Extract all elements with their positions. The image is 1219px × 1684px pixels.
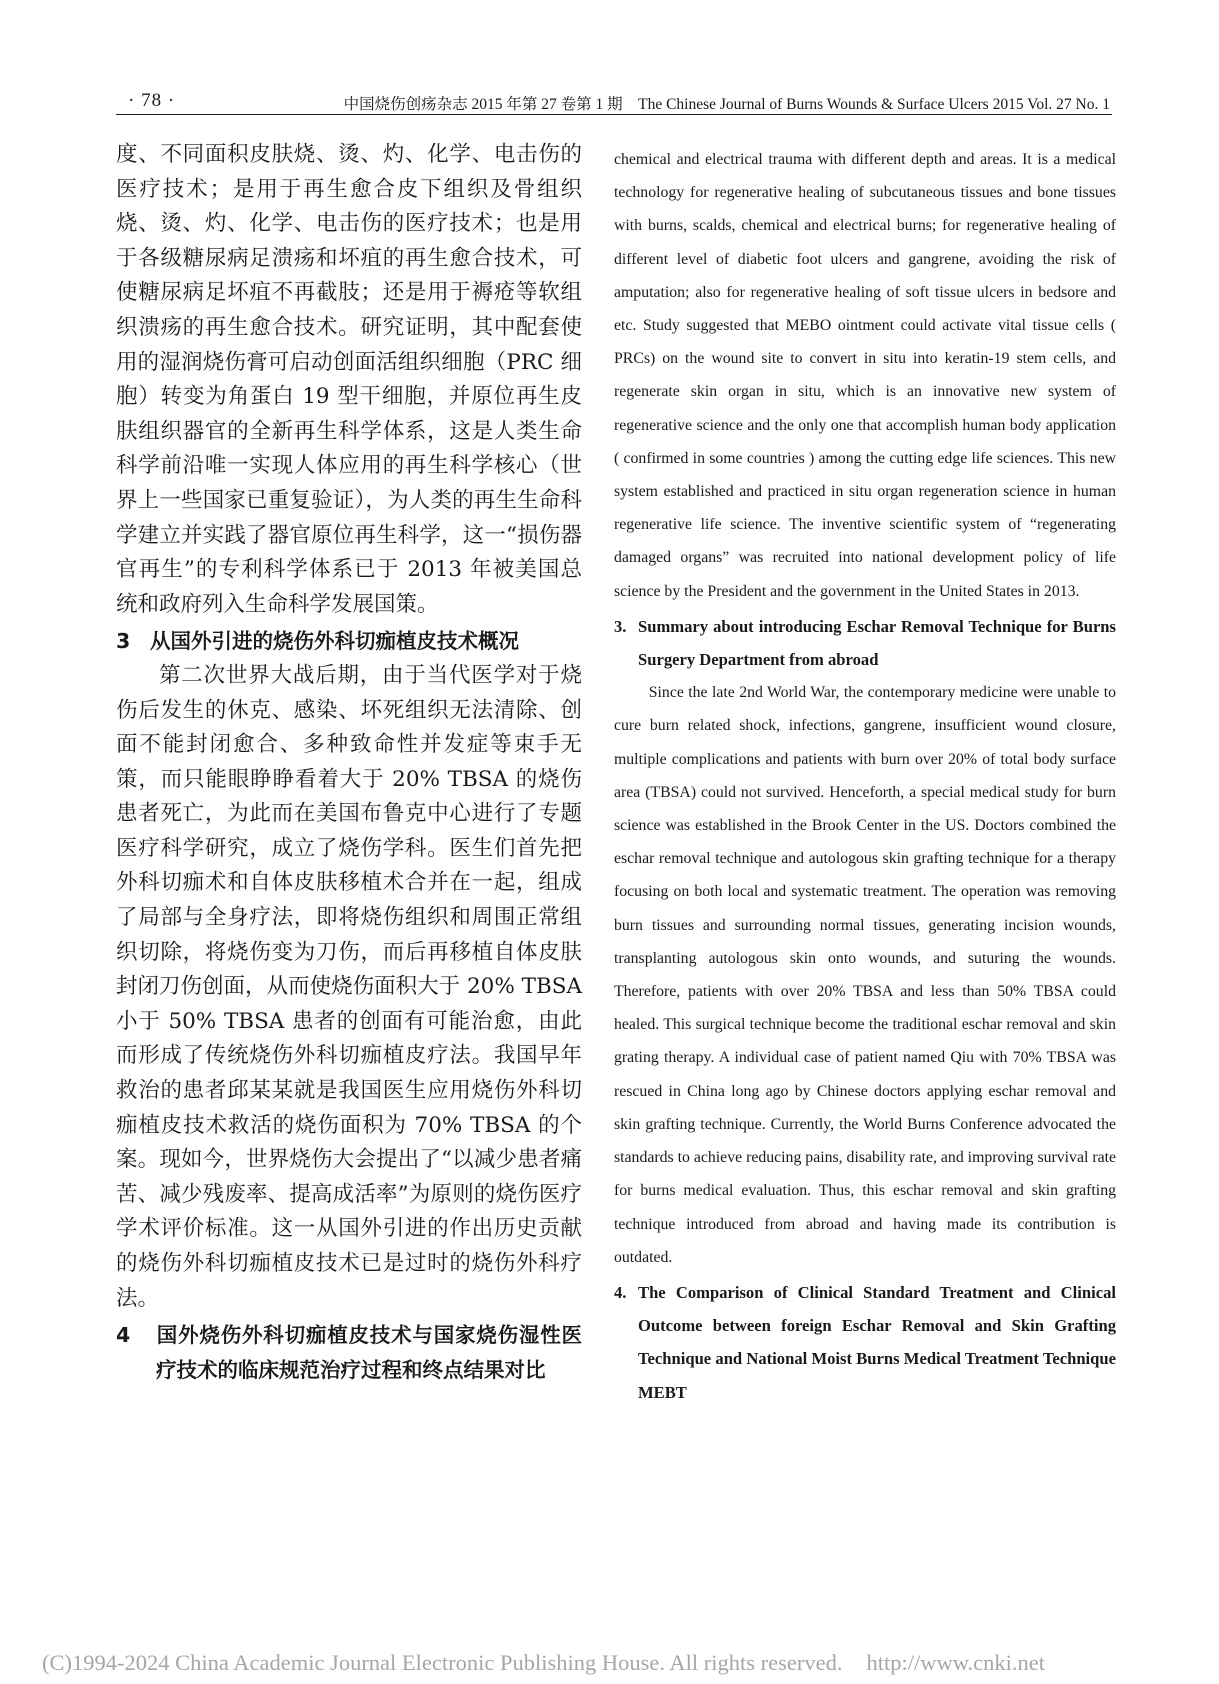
en-section-4-title: The Comparison of Clinical Standard Treatment and Clinical Outcome between foreign Eschar Removal and Skin Grafting Technique and National Moist Burns Medical Treatment Technique MEBT	[638, 1282, 1116, 1402]
chinese-column	[116, 138, 582, 1387]
zh-section-3-title: 从国外引进的烧伤外科切痂植皮技术概况	[150, 629, 519, 654]
copyright-footer	[42, 1650, 1192, 1676]
english-column	[614, 143, 1116, 1409]
zh-section-4-heading	[116, 1318, 582, 1387]
en-section-4-heading	[614, 1276, 1116, 1409]
copyright-text: (C)1994-2024 China Academic Journal Electronic Publishing House. All rights reserved.	[42, 1650, 843, 1675]
running-title: 中国烧伤创疡杂志 2015 年第 27 卷第 1 期 The Chinese Journal of Burns Wounds & Surface Ulcers 2015 Vol. 27 No. 1	[343, 96, 1110, 113]
zh-section-4-title: 国外烧伤外科切痂植皮技术与国家烧伤湿性医疗技术的临床规范治疗过程和终点结果对比	[156, 1323, 582, 1382]
zh-section-3-heading	[116, 624, 582, 659]
en-section-4-number: 4.	[614, 1282, 627, 1302]
zh-paragraph-continued: 度、不同面积皮肤烧、烫、灼、化学、电击伤的医疗技术；是用于再生愈合皮下组织及骨组织烧、烫、灼、化学、电击伤的医疗技术；也是用于各级糖尿病足溃疡和坏疽的再生愈合技术，可使糖尿病足坏疽不再截肢；还是用于褥疮等软组织溃疡的再生愈合技术。研究证明，其中配套使用的湿润烧伤膏可启动创面活组织细胞（PRC 细胞）转变为角蛋白 19 型干细胞，并原位再生皮肤组织器官的全新再生科学体系，这是人类生命科学前沿唯一实现人体应用的再生科学核心（世界上一些国家已重复验证），为人类的再生生命科学建立并实践了器官原位再生科学，这一“损伤器官再生”的专利科学体系已于 2013 年被美国总统和政府列入生命科学发展国策。	[116, 142, 582, 617]
en-section-3-title: Summary about introducing Eschar Removal Technique for Burns Surgery Department from abroad	[638, 616, 1116, 670]
zh-section-4-number: 4	[116, 1323, 131, 1348]
running-header	[116, 88, 1112, 115]
zh-section-3-number: 3	[116, 629, 131, 654]
en-section-3-heading	[614, 610, 1116, 676]
en-section-3-number: 3.	[614, 616, 627, 636]
page-number: · 78 ·	[128, 90, 176, 111]
en-paragraph-continued: chemical and electrical trauma with different depth and areas. It is a medical technology for regenerative healing of subcutaneous tissues and bone tissues with burns, scalds, chemical and electrical burns; for regenerative healing of different level of diabetic foot ulcers and gangrene, avoiding the risk of amputation; also for regenerative healing of soft tissue ulcers in bedsore and etc. Study suggested that MEBO ointment could activate vital tissue cells ( PRCs) on the wound site to convert in situ into keratin-19 stem cells, and regenerate skin organ in situ, which is an innovative new system of regenerative science and the only one that accomplish human body application ( confirmed in some countries ) among the cutting edge life sciences. This new system established and practiced in situ organ regeneration science in human regenerative life science. The inventive scientific system of “regenerating damaged organs” was recruited into national development policy of life science by the President and the government in the United States in 2013.	[614, 151, 1116, 600]
en-section-3-paragraph: Since the late 2nd World War, the contemporary medicine were unable to cure burn related shock, infections, gangrene, insufficient wound closure, multiple complications and patients with burn over 20% of total body surface area (TBSA) could not survived. Henceforth, a special medical study for burn science was established in the Brook Center in the US. Doctors combined the eschar removal technique and autologous skin grafting technique for a therapy focusing on both local and systematic treatment. The operation was removing burn tissues and surrounding normal tissues, generating incision wounds, transplanting autologous skin onto wounds, and suturing the wounds. Therefore, patients with over 20% TBSA and less than 50% TBSA could healed. This surgical technique become the traditional eschar removal and skin grating therapy. A individual case of patient named Qiu with 70% TBSA was rescued in China long ago by Chinese doctors applying eschar removal and skin grafting technique. Currently, the World Burns Conference advocated the standards to achieve reducing pains, disability rate, and improving survival rate for burns medical evaluation. Thus, this eschar removal and skin grafting technique introduced from abroad and having made its contribution is outdated.	[614, 684, 1116, 1266]
zh-section-3-paragraph: 第二次世界大战后期，由于当代医学对于烧伤后发生的休克、感染、坏死组织无法清除、创面不能封闭愈合、多种致命性并发症等束手无策，而只能眼睁睁看着大于 20% TBSA 的烧伤患者死亡，为此而在美国布鲁克中心进行了专题医疗科学研究，成立了烧伤学科。医生们首先把外科切痂术和自体皮肤移植术合并在一起，组成了局部与全身疗法，即将烧伤组织和周围正常组织切除，将烧伤变为刀伤，而后再移植自体皮肤封闭刀伤创面，从而使烧伤面积大于 20% TBSA 小于 50% TBSA 患者的创面有可能治愈，由此而形成了传统烧伤外科切痂植皮疗法。我国早年救治的患者邱某某就是我国医生应用烧伤外科切痂植皮技术救活的烧伤面积为 70% TBSA 的个案。现如今，世界烧伤大会提出了“以减少患者痛苦、减少残废率、提高成活率”为原则的烧伤医疗学术评价标准。这一从国外引进的作出历史贡献的烧伤外科切痂植皮技术已是过时的烧伤外科疗法。	[116, 662, 582, 1311]
cnki-link[interactable]: http://www.cnki.net	[866, 1650, 1046, 1675]
